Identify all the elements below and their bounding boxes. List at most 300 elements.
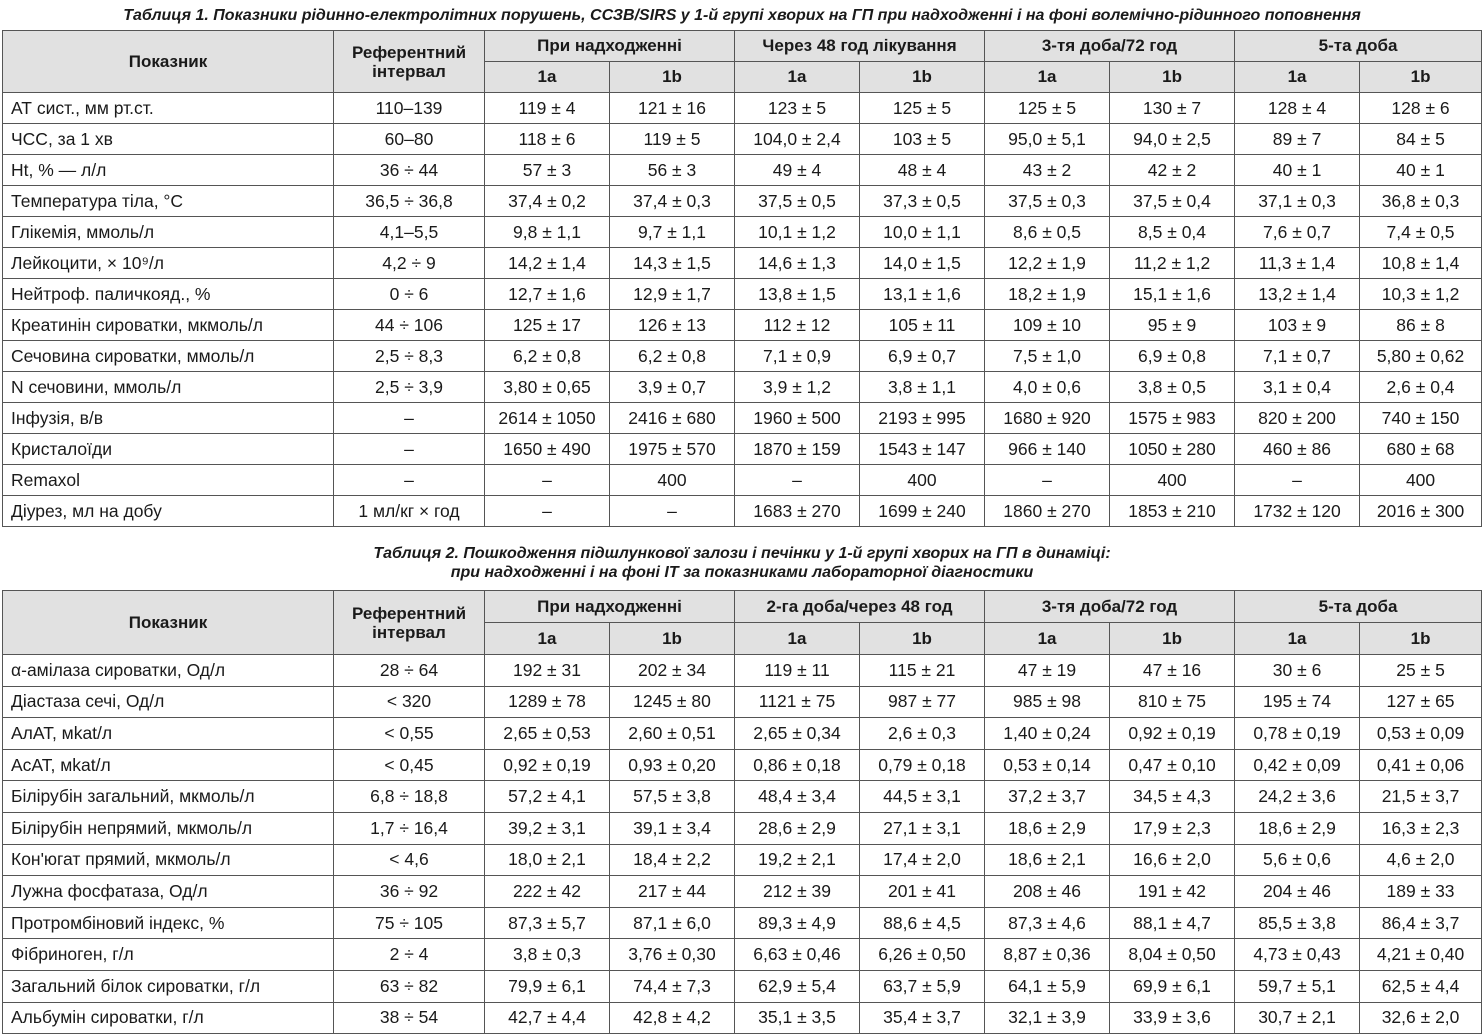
value-cell: 104,0 ± 2,4 — [735, 124, 860, 155]
value-cell: 6,2 ± 0,8 — [485, 341, 610, 372]
period-header: 3-тя доба/72 год — [985, 31, 1235, 62]
value-cell: 126 ± 13 — [610, 310, 735, 341]
indicator-name: Креатинін сироватки, мкмоль/л — [3, 310, 334, 341]
value-cell: 43 ± 2 — [985, 155, 1110, 186]
value-cell: 1543 ± 147 — [860, 434, 985, 465]
indicator-name: АлАТ, мkat/л — [3, 718, 334, 750]
indicator-name: Remaxol — [3, 465, 334, 496]
reference-value: < 0,55 — [334, 718, 485, 750]
value-cell: 222 ± 42 — [485, 876, 610, 908]
table1 — [2, 30, 1482, 527]
value-cell: 40 ± 1 — [1235, 155, 1360, 186]
value-cell: 16,6 ± 2,0 — [1110, 844, 1235, 876]
indicator-name: Білірубін непрямий, мкмоль/л — [3, 812, 334, 844]
value-cell: 217 ± 44 — [610, 876, 735, 908]
value-cell: 1870 ± 159 — [735, 434, 860, 465]
table-row — [3, 310, 1482, 341]
value-cell: 130 ± 7 — [1110, 93, 1235, 124]
value-cell: 1853 ± 210 — [1110, 496, 1235, 527]
value-cell: 10,8 ± 1,4 — [1360, 248, 1482, 279]
reference-value: 36 ÷ 92 — [334, 876, 485, 908]
value-cell: 123 ± 5 — [735, 93, 860, 124]
subgroup-header: 1b — [1110, 62, 1235, 93]
value-cell: 1683 ± 270 — [735, 496, 860, 527]
reference-header — [334, 591, 485, 655]
indicator-name: Глікемія, ммоль/л — [3, 217, 334, 248]
value-cell: 14,3 ± 1,5 — [610, 248, 735, 279]
value-cell: 1050 ± 280 — [1110, 434, 1235, 465]
value-cell: 1960 ± 500 — [735, 403, 860, 434]
table-row — [3, 939, 1482, 971]
table-row — [3, 844, 1482, 876]
value-cell: 103 ± 9 — [1235, 310, 1360, 341]
value-cell: 201 ± 41 — [860, 876, 985, 908]
reference-value: 36 ÷ 44 — [334, 155, 485, 186]
value-cell: 27,1 ± 3,1 — [860, 812, 985, 844]
value-cell: 1245 ± 80 — [610, 686, 735, 718]
period-header: 5-та доба — [1235, 591, 1482, 623]
value-cell: 3,8 ± 0,3 — [485, 939, 610, 971]
subgroup-header: 1a — [985, 62, 1110, 93]
value-cell: 1680 ± 920 — [985, 403, 1110, 434]
subgroup-header: 1b — [610, 623, 735, 655]
value-cell: 112 ± 12 — [735, 310, 860, 341]
value-cell: 740 ± 150 — [1360, 403, 1482, 434]
value-cell: 0,78 ± 0,19 — [1235, 718, 1360, 750]
value-cell: 24,2 ± 3,6 — [1235, 781, 1360, 813]
indicator-name: Інфузія, в/в — [3, 403, 334, 434]
value-cell: 810 ± 75 — [1110, 686, 1235, 718]
reference-value: < 4,6 — [334, 844, 485, 876]
indicator-name: АсАТ, мkat/л — [3, 749, 334, 781]
value-cell: 37,5 ± 0,5 — [735, 186, 860, 217]
reference-value: 1 мл/кг × год — [334, 496, 485, 527]
value-cell: 8,6 ± 0,5 — [985, 217, 1110, 248]
table-row — [3, 970, 1482, 1002]
value-cell: 0,79 ± 0,18 — [860, 749, 985, 781]
value-cell: 125 ± 5 — [985, 93, 1110, 124]
value-cell: 14,6 ± 1,3 — [735, 248, 860, 279]
value-cell: 7,1 ± 0,9 — [735, 341, 860, 372]
value-cell: 4,6 ± 2,0 — [1360, 844, 1482, 876]
table-row — [3, 248, 1482, 279]
indicator-name: Лейкоцити, × 10⁹/л — [3, 248, 334, 279]
reference-value: 44 ÷ 106 — [334, 310, 485, 341]
reference-value: – — [334, 434, 485, 465]
indicator-name: АТ сист., мм рт.ст. — [3, 93, 334, 124]
table-row — [3, 812, 1482, 844]
value-cell: 1975 ± 570 — [610, 434, 735, 465]
value-cell: 12,7 ± 1,6 — [485, 279, 610, 310]
value-cell: 103 ± 5 — [860, 124, 985, 155]
value-cell: 9,7 ± 1,1 — [610, 217, 735, 248]
value-cell: 34,5 ± 4,3 — [1110, 781, 1235, 813]
value-cell: 212 ± 39 — [735, 876, 860, 908]
value-cell: 105 ± 11 — [860, 310, 985, 341]
value-cell: 5,6 ± 0,6 — [1235, 844, 1360, 876]
value-cell: 400 — [1360, 465, 1482, 496]
value-cell: 86 ± 8 — [1360, 310, 1482, 341]
value-cell: 11,3 ± 1,4 — [1235, 248, 1360, 279]
value-cell: 95 ± 9 — [1110, 310, 1235, 341]
value-cell: 0,86 ± 0,18 — [735, 749, 860, 781]
value-cell: – — [485, 496, 610, 527]
value-cell: 88,1 ± 4,7 — [1110, 907, 1235, 939]
value-cell: 47 ± 16 — [1110, 655, 1235, 687]
value-cell: 15,1 ± 1,6 — [1110, 279, 1235, 310]
reference-value: 36,5 ÷ 36,8 — [334, 186, 485, 217]
reference-header-line2: інтервал — [372, 61, 446, 81]
value-cell: 204 ± 46 — [1235, 876, 1360, 908]
value-cell: 14,0 ± 1,5 — [860, 248, 985, 279]
subgroup-header: 1b — [1360, 623, 1482, 655]
value-cell: 35,1 ± 3,5 — [735, 1002, 860, 1034]
indicator-name: Нейтроф. паличкояд., % — [3, 279, 334, 310]
value-cell: 2416 ± 680 — [610, 403, 735, 434]
value-cell: 13,2 ± 1,4 — [1235, 279, 1360, 310]
value-cell: 47 ± 19 — [985, 655, 1110, 687]
table2 — [2, 590, 1482, 1034]
table2-caption-line2: при надходженні і на фоні ІТ за показниками лабораторної діагностики — [450, 564, 1034, 581]
indicator-name: α-амілаза сироватки, Од/л — [3, 655, 334, 687]
subgroup-header: 1b — [1360, 62, 1482, 93]
value-cell: 94,0 ± 2,5 — [1110, 124, 1235, 155]
value-cell: 0,92 ± 0,19 — [485, 749, 610, 781]
value-cell: 121 ± 16 — [610, 93, 735, 124]
value-cell: 39,1 ± 3,4 — [610, 812, 735, 844]
subgroup-header: 1a — [985, 623, 1110, 655]
value-cell: 36,8 ± 0,3 — [1360, 186, 1482, 217]
value-cell: 2,65 ± 0,53 — [485, 718, 610, 750]
period-header: 3-тя доба/72 год — [985, 591, 1235, 623]
value-cell: 74,4 ± 7,3 — [610, 970, 735, 1002]
value-cell: 0,41 ± 0,06 — [1360, 749, 1482, 781]
indicator-name: Лужна фосфатаза, Од/л — [3, 876, 334, 908]
reference-value: 2,5 ÷ 3,9 — [334, 372, 485, 403]
value-cell: 21,5 ± 3,7 — [1360, 781, 1482, 813]
value-cell: 1732 ± 120 — [1235, 496, 1360, 527]
indicator-name: Ht, % — л/л — [3, 155, 334, 186]
reference-value: 28 ÷ 64 — [334, 655, 485, 687]
value-cell: 2614 ± 1050 — [485, 403, 610, 434]
value-cell: 1121 ± 75 — [735, 686, 860, 718]
subgroup-header: 1a — [735, 62, 860, 93]
value-cell: 8,5 ± 0,4 — [1110, 217, 1235, 248]
reference-value: 38 ÷ 54 — [334, 1002, 485, 1034]
table-row — [3, 93, 1482, 124]
value-cell: 28,6 ± 2,9 — [735, 812, 860, 844]
value-cell: 37,4 ± 0,3 — [610, 186, 735, 217]
value-cell: 49 ± 4 — [735, 155, 860, 186]
value-cell: 0,53 ± 0,14 — [985, 749, 1110, 781]
subgroup-header: 1a — [485, 623, 610, 655]
value-cell: 89 ± 7 — [1235, 124, 1360, 155]
value-cell: 35,4 ± 3,7 — [860, 1002, 985, 1034]
value-cell: 87,1 ± 6,0 — [610, 907, 735, 939]
reference-header-line2: інтервал — [372, 622, 446, 642]
value-cell: 18,2 ± 1,9 — [985, 279, 1110, 310]
value-cell: 17,9 ± 2,3 — [1110, 812, 1235, 844]
value-cell: 95,0 ± 5,1 — [985, 124, 1110, 155]
value-cell: 85,5 ± 3,8 — [1235, 907, 1360, 939]
table-row — [3, 1002, 1482, 1034]
table-row — [3, 496, 1482, 527]
value-cell: 39,2 ± 3,1 — [485, 812, 610, 844]
indicator-name: Протромбіновий індекс, % — [3, 907, 334, 939]
value-cell: 32,6 ± 2,0 — [1360, 1002, 1482, 1034]
reference-value: 0 ÷ 6 — [334, 279, 485, 310]
subgroup-header: 1b — [860, 623, 985, 655]
value-cell: 56 ± 3 — [610, 155, 735, 186]
indicator-name: N сечовини, ммоль/л — [3, 372, 334, 403]
table-row — [3, 749, 1482, 781]
value-cell: 0,92 ± 0,19 — [1110, 718, 1235, 750]
table-row — [3, 781, 1482, 813]
value-cell: 48 ± 4 — [860, 155, 985, 186]
subgroup-header: 1a — [1235, 623, 1360, 655]
reference-value: < 320 — [334, 686, 485, 718]
value-cell: 12,2 ± 1,9 — [985, 248, 1110, 279]
value-cell: 16,3 ± 2,3 — [1360, 812, 1482, 844]
value-cell: 12,9 ± 1,7 — [610, 279, 735, 310]
value-cell: 88,6 ± 4,5 — [860, 907, 985, 939]
reference-header-line1: Референтний — [351, 42, 467, 62]
table-row — [3, 686, 1482, 718]
value-cell: 69,9 ± 6,1 — [1110, 970, 1235, 1002]
period-header: При надходженні — [485, 591, 735, 623]
subgroup-header: 1a — [1235, 62, 1360, 93]
value-cell: 985 ± 98 — [985, 686, 1110, 718]
value-cell: 19,2 ± 2,1 — [735, 844, 860, 876]
value-cell: 2,6 ± 0,3 — [860, 718, 985, 750]
value-cell: 32,1 ± 3,9 — [985, 1002, 1110, 1034]
table-row — [3, 186, 1482, 217]
reference-value: 1,7 ÷ 16,4 — [334, 812, 485, 844]
indicator-name: Сечовина сироватки, ммоль/л — [3, 341, 334, 372]
value-cell: 33,9 ± 3,6 — [1110, 1002, 1235, 1034]
value-cell: 11,2 ± 1,2 — [1110, 248, 1235, 279]
value-cell: 109 ± 10 — [985, 310, 1110, 341]
value-cell: 191 ± 42 — [1110, 876, 1235, 908]
value-cell: 127 ± 65 — [1360, 686, 1482, 718]
value-cell: 42,8 ± 4,2 — [610, 1002, 735, 1034]
value-cell: 87,3 ± 4,6 — [985, 907, 1110, 939]
value-cell: 40 ± 1 — [1360, 155, 1482, 186]
value-cell: 5,80 ± 0,62 — [1360, 341, 1482, 372]
value-cell: 37,5 ± 0,4 — [1110, 186, 1235, 217]
table-row — [3, 718, 1482, 750]
reference-value: 75 ÷ 105 — [334, 907, 485, 939]
value-cell: 6,63 ± 0,46 — [735, 939, 860, 971]
value-cell: 7,5 ± 1,0 — [985, 341, 1110, 372]
value-cell: 0,42 ± 0,09 — [1235, 749, 1360, 781]
subgroup-header: 1a — [735, 623, 860, 655]
value-cell: 37,3 ± 0,5 — [860, 186, 985, 217]
value-cell: 2,6 ± 0,4 — [1360, 372, 1482, 403]
subgroup-header: 1b — [860, 62, 985, 93]
value-cell: 3,9 ± 0,7 — [610, 372, 735, 403]
value-cell: 400 — [1110, 465, 1235, 496]
subgroup-header: 1b — [1110, 623, 1235, 655]
value-cell: 13,8 ± 1,5 — [735, 279, 860, 310]
value-cell: 62,5 ± 4,4 — [1360, 970, 1482, 1002]
table2-body — [3, 655, 1482, 1034]
value-cell: 4,21 ± 0,40 — [1360, 939, 1482, 971]
value-cell: 3,8 ± 1,1 — [860, 372, 985, 403]
reference-value: – — [334, 403, 485, 434]
value-cell: 8,04 ± 0,50 — [1110, 939, 1235, 971]
value-cell: 1575 ± 983 — [1110, 403, 1235, 434]
table2-caption — [0, 544, 1484, 582]
indicator-header: Показник — [3, 591, 334, 655]
value-cell: 7,4 ± 0,5 — [1360, 217, 1482, 248]
reference-value: 4,2 ÷ 9 — [334, 248, 485, 279]
reference-value: 60–80 — [334, 124, 485, 155]
value-cell: 17,4 ± 2,0 — [860, 844, 985, 876]
value-cell: 6,2 ± 0,8 — [610, 341, 735, 372]
value-cell: – — [735, 465, 860, 496]
value-cell: 128 ± 4 — [1235, 93, 1360, 124]
reference-value: 110–139 — [334, 93, 485, 124]
value-cell: 13,1 ± 1,6 — [860, 279, 985, 310]
value-cell: 63,7 ± 5,9 — [860, 970, 985, 1002]
period-header: При надходженні — [485, 31, 735, 62]
value-cell: 1,40 ± 0,24 — [985, 718, 1110, 750]
value-cell: 10,1 ± 1,2 — [735, 217, 860, 248]
value-cell: 115 ± 21 — [860, 655, 985, 687]
value-cell: 0,53 ± 0,09 — [1360, 718, 1482, 750]
reference-value: < 0,45 — [334, 749, 485, 781]
period-header: 5-та доба — [1235, 31, 1482, 62]
value-cell: 119 ± 5 — [610, 124, 735, 155]
value-cell: 118 ± 6 — [485, 124, 610, 155]
value-cell: 30,7 ± 2,1 — [1235, 1002, 1360, 1034]
indicator-name: Кон'югат прямий, мкмоль/л — [3, 844, 334, 876]
value-cell: 4,73 ± 0,43 — [1235, 939, 1360, 971]
value-cell: 3,9 ± 1,2 — [735, 372, 860, 403]
table1-body — [3, 93, 1482, 527]
table-row — [3, 217, 1482, 248]
value-cell: 79,9 ± 6,1 — [485, 970, 610, 1002]
value-cell: 57,5 ± 3,8 — [610, 781, 735, 813]
value-cell: 119 ± 11 — [735, 655, 860, 687]
table-row — [3, 124, 1482, 155]
reference-value: 6,8 ÷ 18,8 — [334, 781, 485, 813]
value-cell: 125 ± 17 — [485, 310, 610, 341]
value-cell: 42,7 ± 4,4 — [485, 1002, 610, 1034]
table-row — [3, 655, 1482, 687]
indicator-name: Діастаза сечі, Од/л — [3, 686, 334, 718]
value-cell: 86,4 ± 3,7 — [1360, 907, 1482, 939]
value-cell: 820 ± 200 — [1235, 403, 1360, 434]
value-cell: 1860 ± 270 — [985, 496, 1110, 527]
table-row — [3, 279, 1482, 310]
indicator-name: Загальний білок сироватки, г/л — [3, 970, 334, 1002]
value-cell: 89,3 ± 4,9 — [735, 907, 860, 939]
table-row — [3, 465, 1482, 496]
value-cell: 18,6 ± 2,1 — [985, 844, 1110, 876]
subgroup-header: 1b — [610, 62, 735, 93]
period-header: Через 48 год лікування — [735, 31, 985, 62]
value-cell: 59,7 ± 5,1 — [1235, 970, 1360, 1002]
value-cell: 119 ± 4 — [485, 93, 610, 124]
value-cell: 400 — [610, 465, 735, 496]
table-row — [3, 403, 1482, 434]
indicator-name: Температура тіла, °С — [3, 186, 334, 217]
subgroup-header: 1a — [485, 62, 610, 93]
value-cell: – — [985, 465, 1110, 496]
value-cell: 4,0 ± 0,6 — [985, 372, 1110, 403]
reference-value: 63 ÷ 82 — [334, 970, 485, 1002]
table1-caption: Таблиця 1. Показники рідинно-електролітних порушень, ССЗВ/SIRS у 1-й групі хворих на ГП при надходженні і на фоні волемічно-рідинного поповнення — [123, 7, 1361, 24]
value-cell: 10,0 ± 1,1 — [860, 217, 985, 248]
value-cell: 680 ± 68 — [1360, 434, 1482, 465]
value-cell: 37,1 ± 0,3 — [1235, 186, 1360, 217]
value-cell: 6,26 ± 0,50 — [860, 939, 985, 971]
value-cell: 2,65 ± 0,34 — [735, 718, 860, 750]
value-cell: 10,3 ± 1,2 — [1360, 279, 1482, 310]
value-cell: 18,6 ± 2,9 — [985, 812, 1110, 844]
value-cell: 460 ± 86 — [1235, 434, 1360, 465]
value-cell: 195 ± 74 — [1235, 686, 1360, 718]
table-row — [3, 434, 1482, 465]
value-cell: 0,47 ± 0,10 — [1110, 749, 1235, 781]
indicator-name: Кристалоїди — [3, 434, 334, 465]
value-cell: 202 ± 34 — [610, 655, 735, 687]
value-cell: 18,6 ± 2,9 — [1235, 812, 1360, 844]
indicator-header: Показник — [3, 31, 334, 93]
value-cell: 7,1 ± 0,7 — [1235, 341, 1360, 372]
value-cell: 62,9 ± 5,4 — [735, 970, 860, 1002]
value-cell: 3,8 ± 0,5 — [1110, 372, 1235, 403]
period-header: 2-га доба/через 48 год — [735, 591, 985, 623]
indicator-name: Фібриноген, г/л — [3, 939, 334, 971]
reference-header-line1: Референтний — [351, 603, 467, 623]
value-cell: 7,6 ± 0,7 — [1235, 217, 1360, 248]
indicator-name: Білірубін загальний, мкмоль/л — [3, 781, 334, 813]
value-cell: 400 — [860, 465, 985, 496]
value-cell: 87,3 ± 5,7 — [485, 907, 610, 939]
table-row — [3, 876, 1482, 908]
indicator-name: ЧСС, за 1 хв — [3, 124, 334, 155]
value-cell: 125 ± 5 — [860, 93, 985, 124]
reference-value: 2,5 ÷ 8,3 — [334, 341, 485, 372]
value-cell: 84 ± 5 — [1360, 124, 1482, 155]
value-cell: 9,8 ± 1,1 — [485, 217, 610, 248]
value-cell: 2,60 ± 0,51 — [610, 718, 735, 750]
value-cell: – — [610, 496, 735, 527]
reference-value: 4,1–5,5 — [334, 217, 485, 248]
value-cell: 1699 ± 240 — [860, 496, 985, 527]
indicator-name: Діурез, мл на добу — [3, 496, 334, 527]
value-cell: 966 ± 140 — [985, 434, 1110, 465]
value-cell: 6,9 ± 0,7 — [860, 341, 985, 372]
value-cell: 3,76 ± 0,30 — [610, 939, 735, 971]
indicator-name: Альбумін сироватки, г/л — [3, 1002, 334, 1034]
value-cell: – — [1235, 465, 1360, 496]
value-cell: 57 ± 3 — [485, 155, 610, 186]
value-cell: 0,93 ± 0,20 — [610, 749, 735, 781]
value-cell: 6,9 ± 0,8 — [1110, 341, 1235, 372]
value-cell: 57,2 ± 4,1 — [485, 781, 610, 813]
value-cell: 42 ± 2 — [1110, 155, 1235, 186]
value-cell: 25 ± 5 — [1360, 655, 1482, 687]
reference-header — [334, 31, 485, 93]
table-row — [3, 372, 1482, 403]
value-cell: 8,87 ± 0,36 — [985, 939, 1110, 971]
value-cell: 2193 ± 995 — [860, 403, 985, 434]
value-cell: 18,4 ± 2,2 — [610, 844, 735, 876]
